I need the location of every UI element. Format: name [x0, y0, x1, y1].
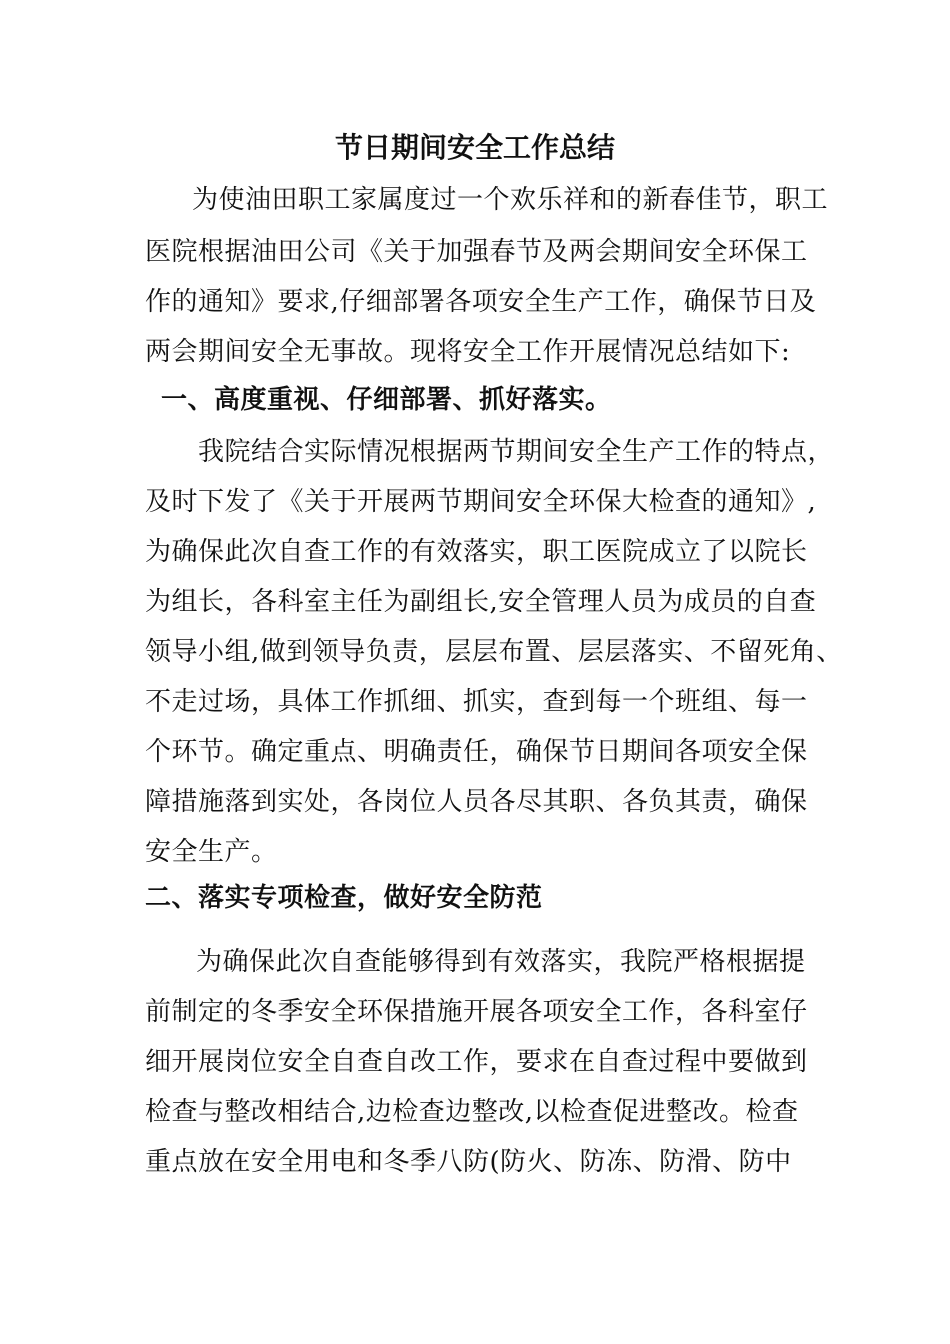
paragraph-line: 个环节。确定重点、明确责任，确保节日期间各项安全保 — [145, 737, 808, 767]
paragraph-line: 不走过场，具体工作抓细、抓实，查到每一个班组、每一 — [145, 687, 808, 717]
paragraph-line: 为使油田职工家属度过一个欢乐祥和的新春佳节，职工 — [192, 185, 829, 215]
section-heading-2: 二、落实专项检查，做好安全防范 — [145, 883, 543, 913]
paragraph-line: 作的通知》要求,仔细部署各项安全生产工作，确保节日及 — [145, 287, 817, 317]
paragraph-line: 为确保此次自查能够得到有效落实，我院严格根据提 — [196, 947, 806, 977]
paragraph-line: 为组长，各科室主任为副组长,安全管理人员为成员的自查 — [145, 587, 817, 617]
paragraph-line: 前制定的冬季安全环保措施开展各项安全工作，各科室仔 — [145, 997, 808, 1027]
paragraph-line: 检查与整改相结合,边检查边整改,以检查促进整改。检查 — [145, 1097, 799, 1127]
paragraph-line: 我院结合实际情况根据两节期间安全生产工作的特点， — [198, 437, 835, 467]
document-title: 节日期间安全工作总结 — [334, 131, 615, 164]
paragraph-line: 领导小组,做到领导负责，层层布置、层层落实、不留死角、 — [145, 637, 843, 667]
paragraph-line: 安全生产。 — [145, 837, 278, 867]
paragraph-line: 及时下发了《关于开展两节期间安全环保大检查的通知》, — [145, 487, 817, 517]
paragraph-line: 医院根据油田公司《关于加强春节及两会期间安全环保工 — [145, 237, 808, 267]
paragraph-line: 细开展岗位安全自查自改工作，要求在自查过程中要做到 — [145, 1047, 808, 1077]
section-heading-1: 一、高度重视、仔细部署、抓好落实。 — [161, 385, 612, 415]
paragraph-line: 两会期间安全无事故。现将安全工作开展情况总结如下: — [145, 337, 791, 367]
paragraph-line: 为确保此次自查工作的有效落实，职工医院成立了以院长 — [145, 537, 808, 567]
paragraph-line: 重点放在安全用电和冬季八防(防火、防冻、防滑、防中 — [145, 1147, 792, 1177]
paragraph-line: 障措施落到实处，各岗位人员各尽其职、各负其责，确保 — [145, 787, 808, 817]
